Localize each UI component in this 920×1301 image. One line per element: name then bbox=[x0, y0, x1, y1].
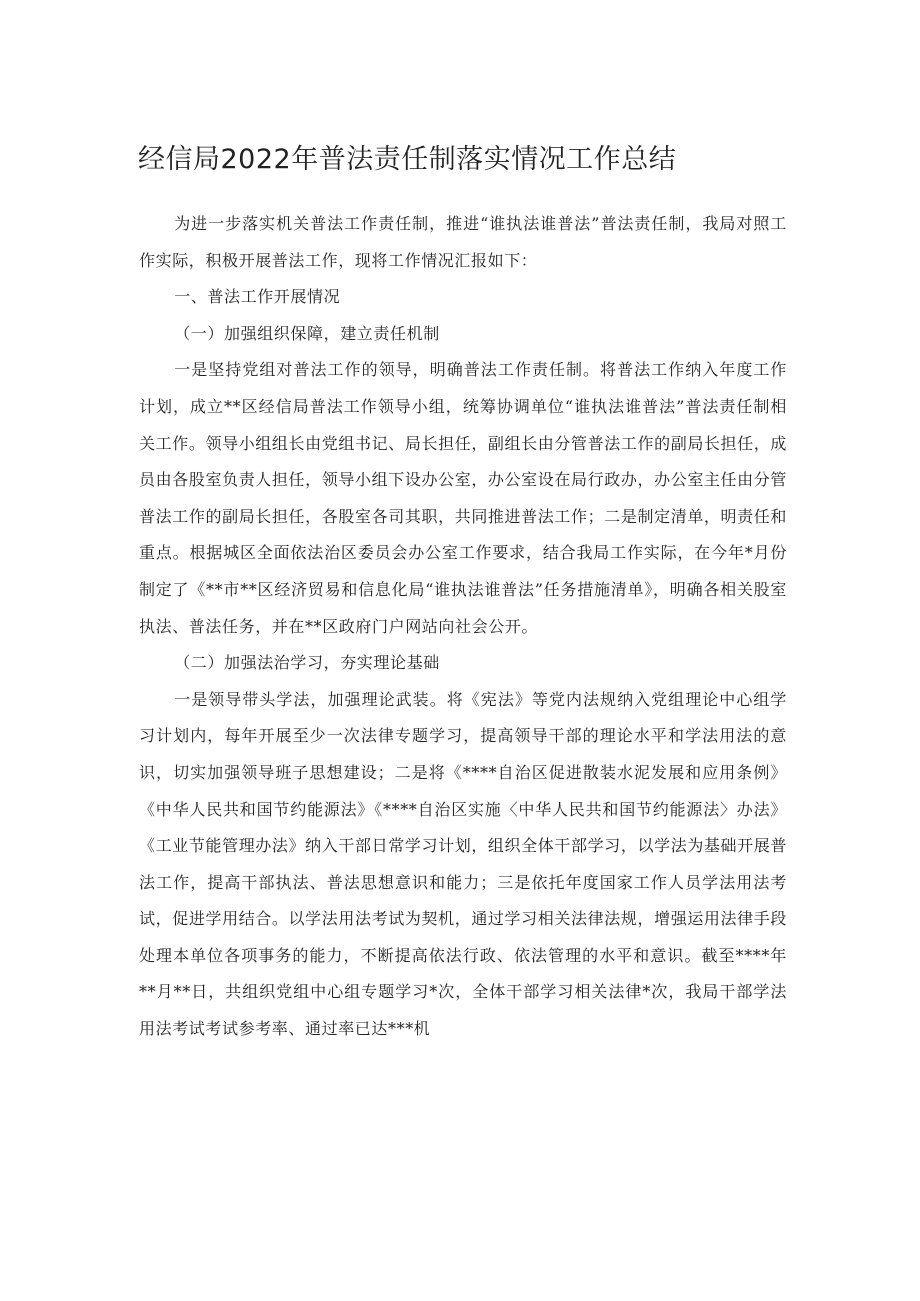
body-paragraph: 一是领导带头学法，加强理论武装。将《宪法》等党内法规纳入党组理论中心组学习计划内，每年开展至少一次法律专题学习，提高领导干部的理论水平和学法用法的意识，切实加强领导班子思想建设；二是将《****自治区促进散装水泥发展和应用条例》《中华人民共和国节约能源法》《****自治区实施〈中华人民共和国节约能源法〉办法》《工业节能管理办法》纳入干部日常学习计划，组织全体干部学习，以学法为基础开展普法工作，提高干部执法、普法思想意识和能力；三是依托年度国家工作人员学法用法考试，促进学用结合。以学法用法考试为契机，通过学习相关法律法规，增强运用法律手段处理本单位各项事务的能力，不断提高依法行政、依法管理的水平和意识。截至****年**月**日，共组织党组中心组专题学习*次，全体干部学习相关法律*次，我局干部学法用法考试考试参考率、通过率已达***机 bbox=[139, 689, 787, 1039]
subsection-heading: （一）加强组织保障，建立责任机制 bbox=[174, 323, 440, 343]
subsection-heading: （二）加强法治学习，夯实理论基础 bbox=[174, 653, 440, 673]
document-body bbox=[139, 206, 787, 1048]
section-heading: 一、普法工作开展情况 bbox=[174, 287, 341, 307]
intro-paragraph: 为进一步落实机关普法工作责任制，推进“谁执法谁普法”普法责任制，我局对照工作实际，积极开展普法工作，现将工作情况汇报如下： bbox=[139, 214, 787, 270]
body-paragraph: 一是坚持党组对普法工作的领导，明确普法工作责任制。将普法工作纳入年度工作计划，成立**区经信局普法工作领导小组，统筹协调单位“谁执法谁普法”普法责任制相关工作。领导小组组长由党组书记、局长担任，副组长由分管普法工作的副局长担任，成员由各股室负责人担任，领导小组下设办公室，办公室设在局行政办，办公室主任由分管普法工作的副局长担任，各股室各司其职，共同推进普法工作；二是制定清单，明责任和重点。根据城区全面依法治区委员会办公室工作要求，结合我局工作实际，在今年*月份制定了《**市**区经济贸易和信息化局“谁执法谁普法”任务措施清单》，明确各相关股室执法、普法任务，并在**区政府门户网站向社会公开。 bbox=[139, 360, 787, 636]
document-title: 经信局2022年普法责任制落实情况工作总结 bbox=[138, 144, 677, 175]
